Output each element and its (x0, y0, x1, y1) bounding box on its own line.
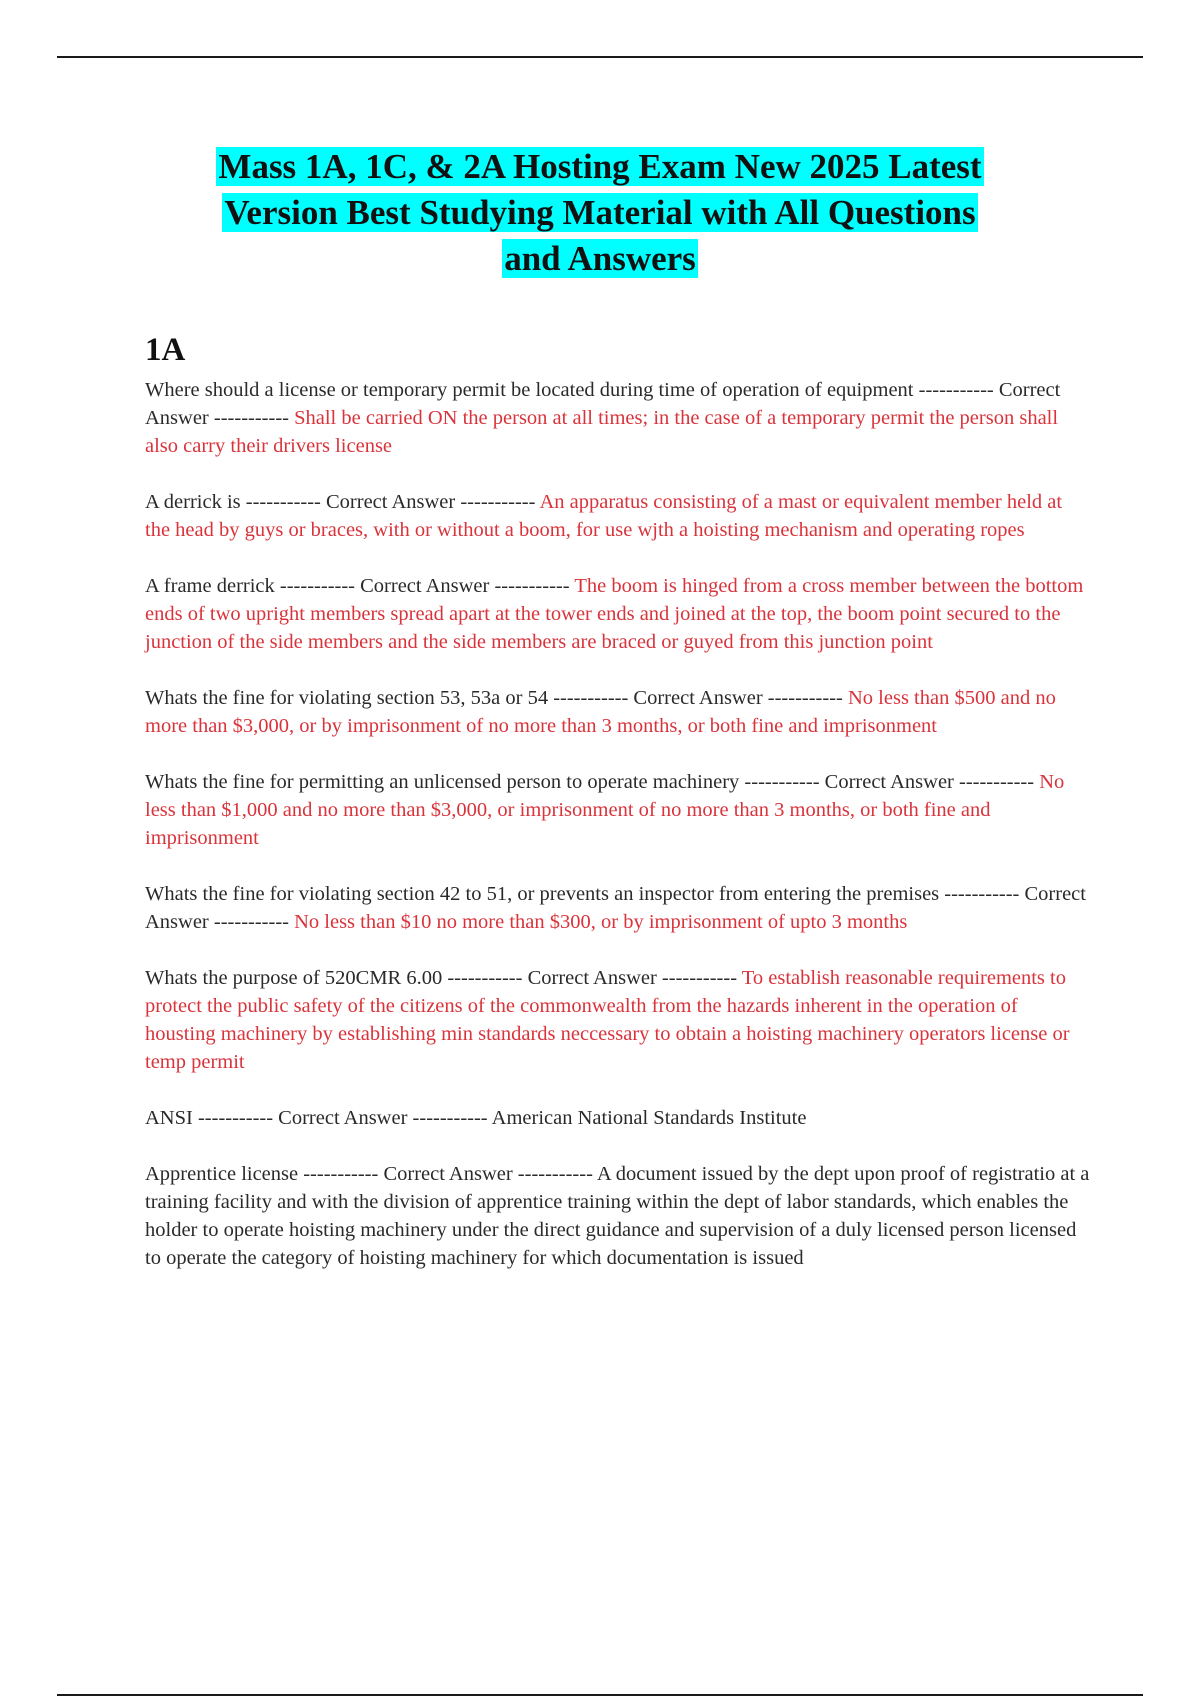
document-title (120, 144, 1080, 282)
question-text: Whats the fine for violating section 53, 53a or 54 (145, 687, 549, 709)
answer-text: No less than $1,000 and no more than $3,000, or imprisonment of no more than 3 months, or both fine and imprisonment (145, 771, 1065, 849)
question-text: Whats the fine for permitting an unlicensed person to operate machinery (145, 771, 740, 793)
qa-item (145, 1160, 1090, 1272)
question-text: Apprentice license (145, 1163, 299, 1185)
correct-answer-separator: ----------- Correct Answer ----------- (303, 1163, 593, 1185)
question-text: Whats the purpose of 520CMR 6.00 (145, 967, 443, 989)
question-text: Whats the fine for violating section 42 to 51, or prevents an inspector from entering the premises (145, 883, 940, 905)
correct-answer-separator: ----------- Correct Answer ----------- (553, 687, 843, 709)
qa-item (145, 488, 1090, 544)
qa-item (145, 376, 1090, 460)
answer-text: American National Standards Institute (491, 1107, 807, 1129)
answer-text: No less than $500 and no more than $3,000, or by imprisonment of no more than 3 months, or both fine and imprisonment (145, 687, 1056, 737)
qa-item (145, 572, 1090, 656)
question-text: A frame derrick (145, 575, 275, 597)
answer-text: The boom is hinged from a cross member between the bottom ends of two upright members spread apart at the tower ends and joined at the top, the boom point secured to the junction of the side members and the side members are braced or guyed from this junction point (145, 575, 1084, 653)
title-line-2: Version Best Studying Material with All Questions (224, 193, 976, 232)
question-text: Where should a license or temporary permit be located during time of operation of equipment (145, 379, 914, 401)
bottom-rule (57, 1694, 1143, 1696)
qa-item (145, 964, 1090, 1076)
qa-list (145, 376, 1090, 1272)
section-heading: 1A (145, 332, 186, 368)
question-text: A derrick is (145, 491, 241, 513)
correct-answer-separator: ----------- Correct Answer ----------- (197, 1107, 488, 1129)
answer-text: Shall be carried ON the person at all times; in the case of a temporary permit the person shall also carry their drivers license (145, 407, 1059, 457)
answer-text: No less than $10 no more than $300, or by imprisonment of upto 3 months (294, 911, 908, 933)
correct-answer-separator: ----------- Correct Answer ----------- (279, 575, 570, 597)
qa-item (145, 768, 1090, 852)
correct-answer-separator: ----------- Correct Answer ----------- (245, 491, 536, 513)
answer-text: To establish reasonable requirements to protect the public safety of the citizens of the commonwealth from the hazards inherent in the operation of housting machinery by establishing min standards neccessary to obtain a hoisting machinery operators license or temp permit (145, 967, 1070, 1073)
qa-item (145, 1104, 1090, 1132)
correct-answer-separator: ----------- Correct Answer ----------- (744, 771, 1035, 793)
document-body (145, 330, 1090, 1300)
question-text: ANSI (145, 1107, 193, 1129)
correct-answer-separator: ----------- Correct Answer ----------- (145, 379, 1061, 429)
title-line-3: and Answers (504, 239, 696, 278)
answer-text: A document issued by the dept upon proof of registratio at a training facility and with the division of apprentice training within the dept of labor standards, which enables the holder to operate hoisting machinery under the direct guidance and supervision of a duly licensed person licensed to operate the category of hoisting machinery for which documentation is issued (145, 1163, 1090, 1269)
answer-text: An apparatus consisting of a mast or equivalent member held at the head by guys or braces, with or without a boom, for use wjth a hoisting mechanism and operating ropes (145, 491, 1063, 541)
title-line-1: Mass 1A, 1C, & 2A Hosting Exam New 2025 Latest (218, 147, 982, 186)
qa-item (145, 880, 1090, 936)
correct-answer-separator: ----------- Correct Answer ----------- (145, 883, 1086, 933)
correct-answer-separator: ----------- Correct Answer ----------- (447, 967, 738, 989)
top-rule (57, 56, 1143, 58)
qa-item (145, 684, 1090, 740)
